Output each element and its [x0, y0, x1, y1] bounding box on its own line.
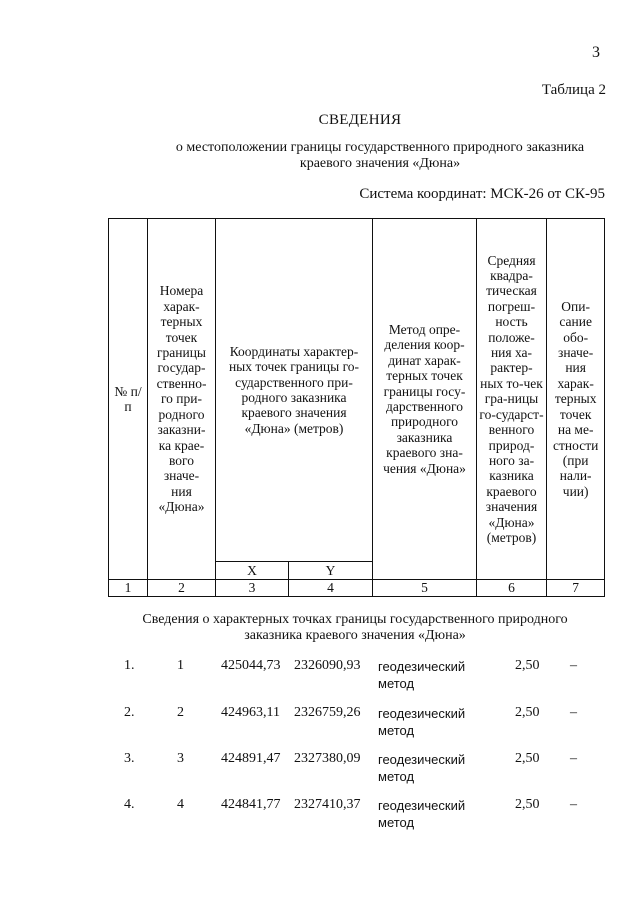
coordinate-system: Система координат: МСК-26 от СК-95	[359, 186, 605, 202]
description: –	[570, 797, 577, 812]
accuracy: 2,50	[515, 751, 540, 766]
column-number-7: 7	[547, 580, 605, 597]
description: –	[570, 658, 577, 673]
subtitle-line-1: о местоположении границы государственного природного заказника	[175, 140, 585, 155]
point-number: 2	[177, 705, 184, 720]
table-label: Таблица 2	[541, 82, 606, 98]
page-number: 3	[592, 44, 600, 61]
table-row	[108, 705, 608, 745]
coord-y: 2327380,09	[294, 751, 361, 766]
column-number-3: 3	[216, 580, 289, 597]
method: геодезический метод	[378, 798, 466, 830]
table-row	[108, 658, 608, 698]
table-row	[108, 797, 608, 837]
header-col-number: № п/п	[109, 219, 148, 580]
coord-x: 424963,11	[221, 705, 280, 720]
point-number: 4	[177, 797, 184, 812]
column-number-4: 4	[289, 580, 373, 597]
subtitle-line-2: краевого значения «Дюна»	[299, 156, 461, 171]
coord-x: 424841,77	[221, 797, 281, 812]
section-heading-line-1: Сведения о характерных точках границы государственного природного	[142, 612, 568, 627]
accuracy: 2,50	[515, 797, 540, 812]
header-table	[108, 218, 605, 597]
section-heading-line-2: заказника краевого значения «Дюна»	[244, 628, 466, 643]
header-col-y: Y	[289, 562, 373, 580]
row-number: 2.	[124, 705, 135, 720]
column-number-1: 1	[109, 580, 148, 597]
coord-x: 425044,73	[221, 658, 281, 673]
method: геодезический метод	[378, 706, 466, 738]
coord-y: 2326759,26	[294, 705, 361, 720]
point-number: 1	[177, 658, 184, 673]
point-number: 3	[177, 751, 184, 766]
accuracy: 2,50	[515, 705, 540, 720]
header-col-method: Метод опре-деления коор-динат харак-терных точек границы госу-дарственного природного заказника краевого зна-чения «Дюна»	[373, 219, 477, 580]
method: геодезический метод	[378, 752, 466, 784]
header-col-x: X	[216, 562, 289, 580]
header-col-description: Опи-сание обо-значе-ния харак-терных точек на ме-стности (при нали-чии)	[547, 219, 605, 580]
table-row	[108, 751, 608, 791]
column-number-5: 5	[373, 580, 477, 597]
row-number: 3.	[124, 751, 135, 766]
header-col-coordinates: Координаты характер-ных точек границы го-сударственного при-родного заказника краевого значения «Дюна» (метров)	[216, 219, 373, 562]
header-col-accuracy: Средняя квадра-тическая погреш-ность положе-ния ха-рактер-ных то-чек гра-ницы го-сударст-венного природ-ного за-казника краевого значения «Дюна» (метров)	[477, 219, 547, 580]
document-subtitle	[120, 140, 640, 172]
accuracy: 2,50	[515, 658, 540, 673]
column-number-6: 6	[477, 580, 547, 597]
row-number: 4.	[124, 797, 135, 812]
coord-y: 2326090,93	[294, 658, 361, 673]
coord-x: 424891,47	[221, 751, 281, 766]
description: –	[570, 751, 577, 766]
row-number: 1.	[124, 658, 135, 673]
header-col-point-number: Номера харак-терных точек границы государ-ственно-го при-родного заказни-ка крае-вого значе-ния «Дюна»	[148, 219, 216, 580]
section-heading	[122, 612, 588, 644]
column-number-2: 2	[148, 580, 216, 597]
coord-y: 2327410,37	[294, 797, 361, 812]
method: геодезический метод	[378, 659, 466, 691]
document-title: СВЕДЕНИЯ	[318, 112, 402, 128]
description: –	[570, 705, 577, 720]
